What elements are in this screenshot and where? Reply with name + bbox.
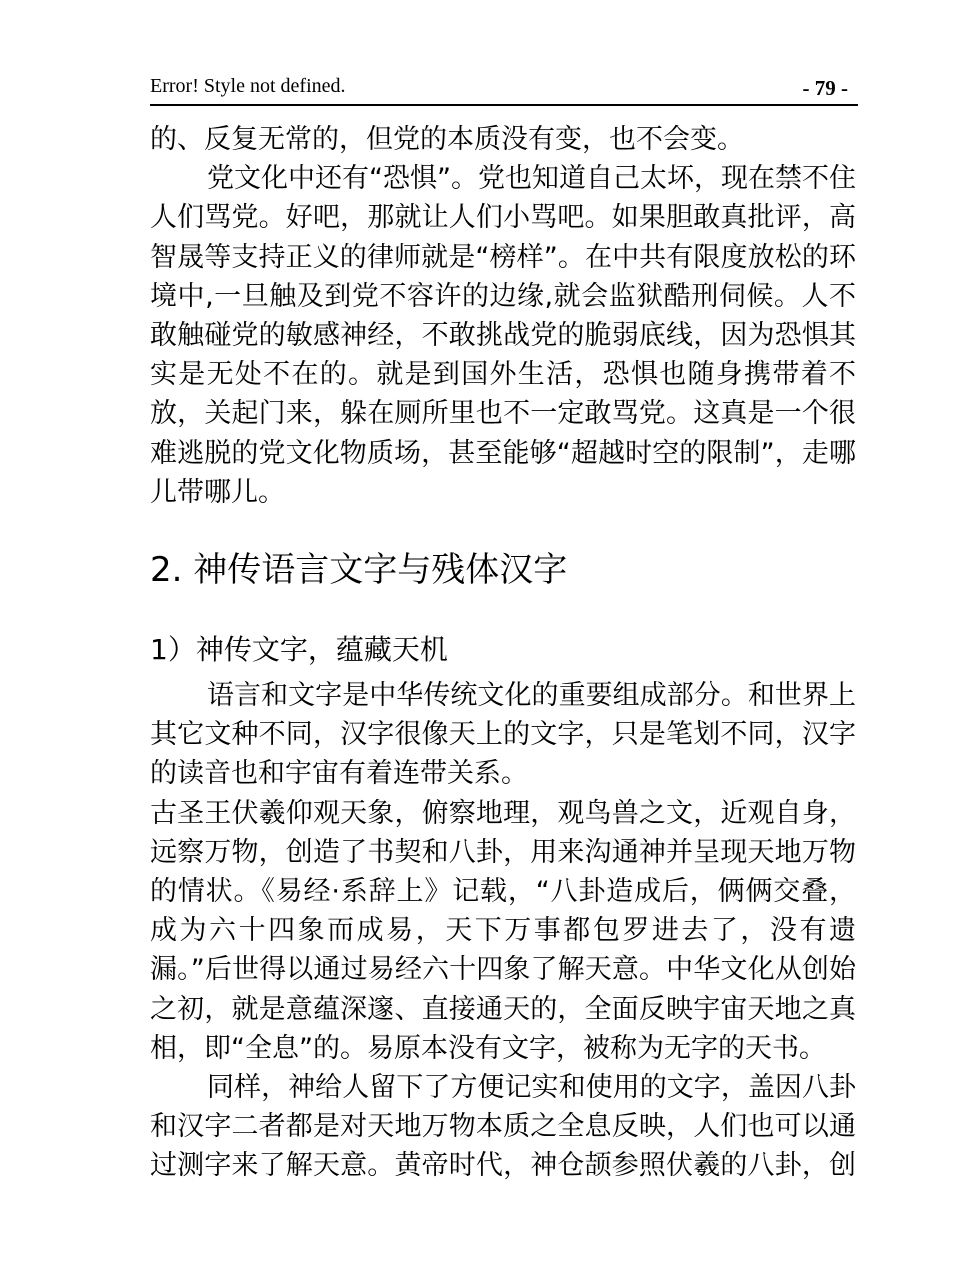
paragraph-continued: 的、反复无常的，但党的本质没有变，也不会变。 [150,124,744,155]
paragraph-characters: 同样，神给人留下了方便记实和使用的文字，盖因八卦和汉字二者都是对天地万物本质之全息反映，人们也可以通过测字来了解天意。黄帝时代，神仓颉参照伏羲的八卦，创 [150,1072,856,1182]
subsection-heading: 1）神传文字，蕴藏天机 [150,633,448,667]
paragraph-language: 语言和文字是中华传统文化的重要组成部分。和世界上其它文种不同，汉字很像天上的文字，只是笔划不同，汉字的读音也和宇宙有着连带关系。 [150,680,856,790]
running-header [150,72,858,106]
body-text [150,120,856,1186]
header-title: Error! Style not defined. [150,75,346,97]
page-number: - 79 - [802,76,848,100]
paragraph-fear: 党文化中还有“恐惧”。党也知道自己太坏，现在禁不住人们骂党。好吧，那就让人们小骂吧。如果胆敢真批评，高智晟等支持正义的律师就是“榜样”。在中共有限度放松的环境中,一旦触及到党不容许的边缘,就会监狱酷刑伺候。人不敢触碰党的敏感神经，不敢挑战党的脆弱底线，因为恐惧其实是无处不在的。就是到国外生活，恐惧也随身携带着不放，关起门来，躲在厕所里也不一定敢骂党。这真是一个很难逃脱的党文化物质场，甚至能够“超越时空的限制”，走哪儿带哪儿。 [150,163,856,508]
paragraph-fuxi: 古圣王伏羲仰观天象，俯察地理，观鸟兽之文，近观自身，远察万物，创造了书契和八卦，用来沟通神并呈现天地万物的情状。《易经·系辞上》记载，“八卦造成后，俩俩交叠，成为六十四象而成易，天下万事都包罗进去了，没有遗漏。”后世得以通过易经六十四象了解天意。中华文化从创始之初，就是意蕴深邃、直接通天的，全面反映宇宙天地之真相，即“全息”的。易原本没有文字，被称为无字的天书。 [150,797,856,1064]
section-heading: 2. 神传语言文字与残体汉字 [150,550,568,591]
